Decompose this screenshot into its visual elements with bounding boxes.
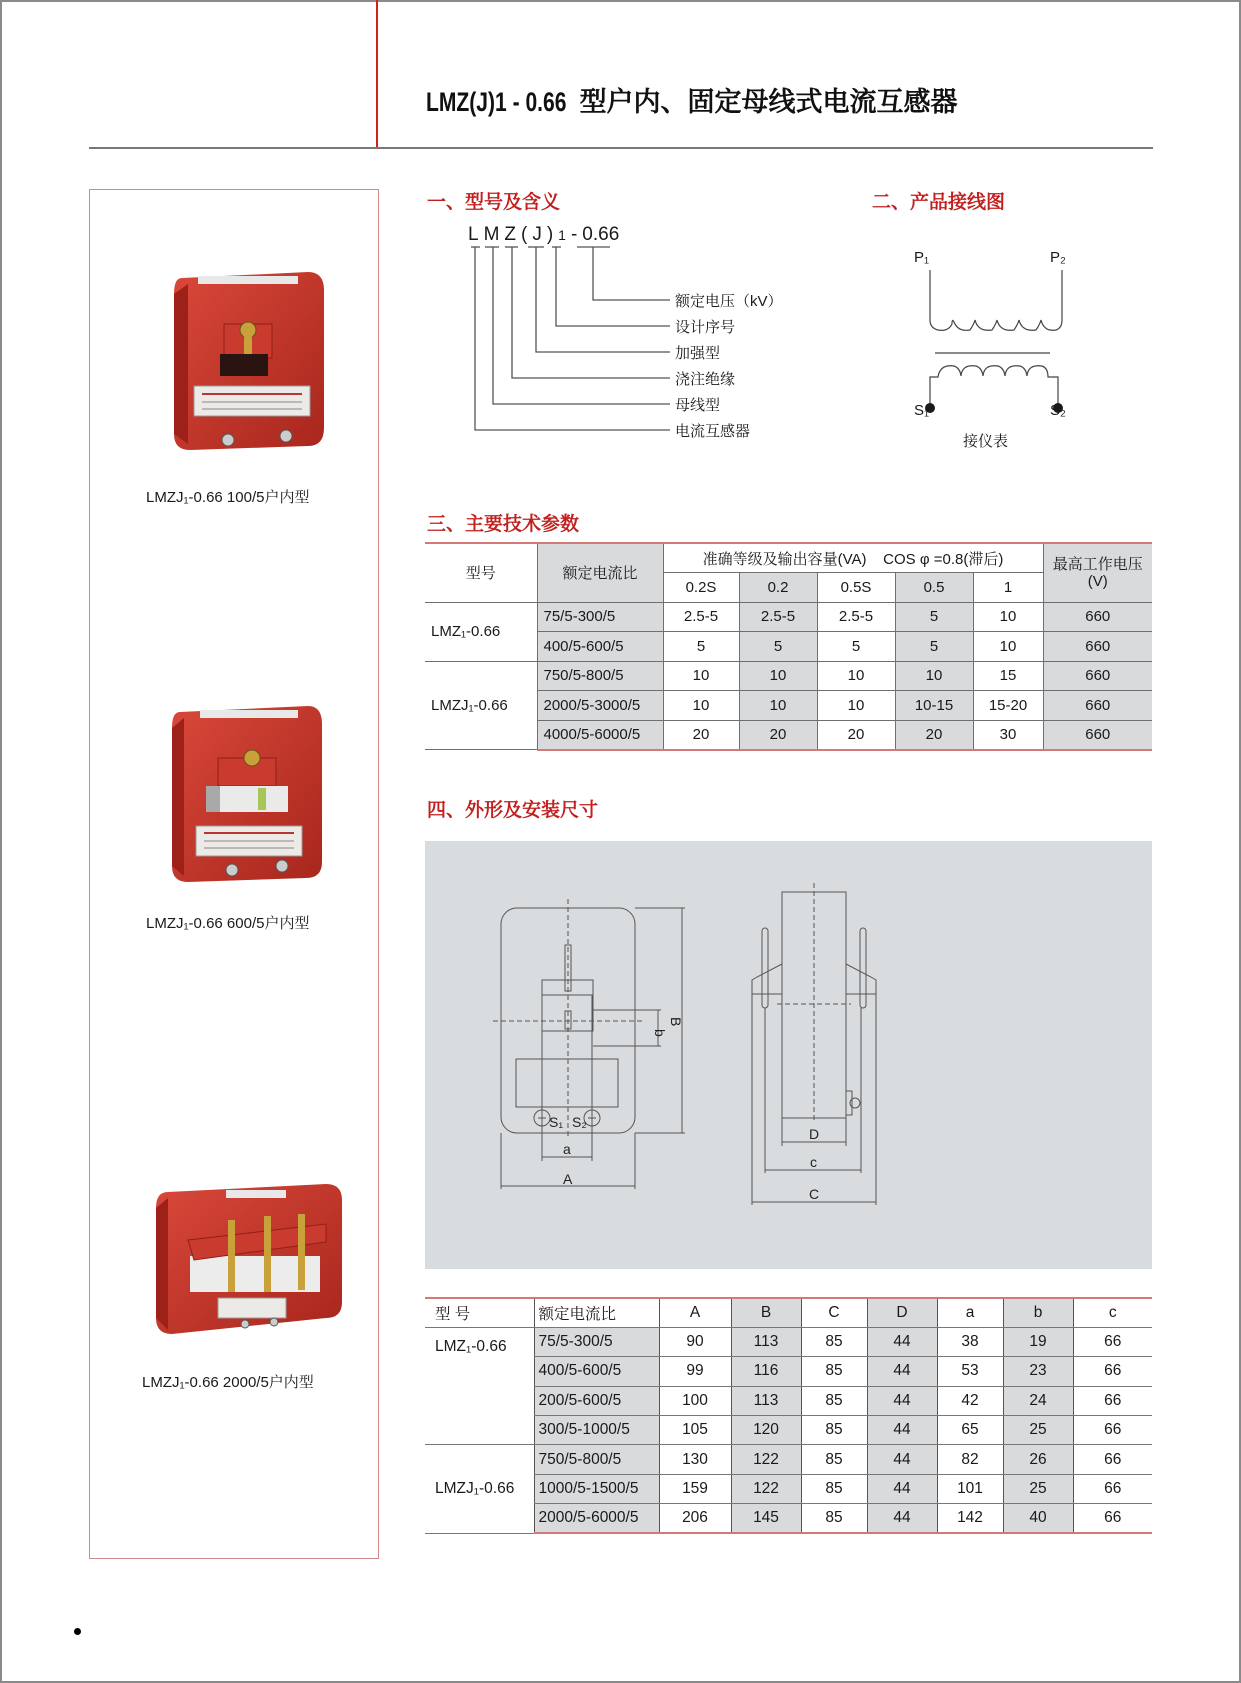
value-cell: 5 <box>895 602 973 632</box>
value-cell: 10 <box>817 661 895 691</box>
value-cell: 42 <box>937 1386 1003 1415</box>
value-cell: 99 <box>659 1357 731 1386</box>
ratio-cell: 2000/5-3000/5 <box>537 691 663 721</box>
product-photo-600-5 <box>166 700 328 890</box>
label-s2: S₂ <box>1050 402 1066 419</box>
dimension-drawing <box>425 841 1152 1269</box>
value-cell: 10-15 <box>895 691 973 721</box>
tech-params-table <box>425 542 1152 751</box>
wiring-caption: 接仪表 <box>963 433 1009 450</box>
value-cell: 30 <box>973 720 1043 750</box>
header-accuracy-group: 准确等级及输出容量(VA) COS φ =0.8(滞后) <box>663 543 1043 573</box>
header-cell: D <box>867 1298 937 1327</box>
value-cell: 10 <box>895 661 973 691</box>
table-row <box>425 602 1152 632</box>
value-cell: 65 <box>937 1416 1003 1445</box>
value-cell: 2.5-5 <box>663 602 739 632</box>
value-cell: 20 <box>817 720 895 750</box>
value-cell: 85 <box>801 1445 867 1474</box>
drawing-label-s2: S₂ <box>572 1114 587 1130</box>
value-cell: 122 <box>731 1474 801 1503</box>
value-cell: 5 <box>739 632 817 662</box>
value-cell: 66 <box>1073 1445 1152 1474</box>
dimension-drawing-panel <box>425 841 1152 1269</box>
header-cell: C <box>801 1298 867 1327</box>
ratio-cell: 750/5-800/5 <box>537 661 663 691</box>
value-cell: 85 <box>801 1474 867 1503</box>
code-letter: M <box>483 224 505 245</box>
section-heading-dimensions: 四、外形及安装尺寸 <box>427 799 599 821</box>
drawing-label-C: C <box>809 1186 820 1202</box>
value-cell: 2.5-5 <box>739 602 817 632</box>
value-cell: 38 <box>937 1327 1003 1356</box>
value-cell: 44 <box>867 1386 937 1415</box>
table-row <box>425 1327 1152 1356</box>
model-code-leader-lines <box>460 245 680 445</box>
header-cell: b <box>1003 1298 1073 1327</box>
header-cell: 额定电流比 <box>534 1298 659 1327</box>
voltage-cell: 660 <box>1043 602 1152 632</box>
value-cell: 15 <box>973 661 1043 691</box>
value-cell: 10 <box>663 661 739 691</box>
value-cell: 10 <box>817 691 895 721</box>
value-cell: 100 <box>659 1386 731 1415</box>
product-caption: LMZJ₁-0.66 600/5户内型 <box>146 915 310 932</box>
ratio-cell: 750/5-800/5 <box>534 1445 659 1474</box>
value-cell: 10 <box>739 661 817 691</box>
value-cell: 10 <box>973 632 1043 662</box>
value-cell: 82 <box>937 1445 1003 1474</box>
label-p1: P₁ <box>914 249 930 266</box>
value-cell: 25 <box>1003 1474 1073 1503</box>
section-heading-model-meaning: 一、型号及含义 <box>427 191 561 213</box>
drawing-label-s1: S₁ <box>549 1114 564 1130</box>
wiring-diagram <box>900 250 1080 420</box>
header-model: 型号 <box>425 543 537 602</box>
value-cell: 145 <box>731 1504 801 1533</box>
meaning-design-serial: 设计序号 <box>675 319 736 336</box>
header-cell: c <box>1073 1298 1152 1327</box>
value-cell: 44 <box>867 1357 937 1386</box>
title-text: 型户内、固定母线式电流互感器 <box>579 87 958 117</box>
value-cell: 66 <box>1073 1357 1152 1386</box>
value-cell: 85 <box>801 1357 867 1386</box>
meaning-rated-voltage: 额定电压（kV） <box>675 293 783 310</box>
ratio-cell: 75/5-300/5 <box>534 1327 659 1356</box>
value-cell: 5 <box>895 632 973 662</box>
voltage-cell: 660 <box>1043 632 1152 662</box>
value-cell: 10 <box>973 602 1043 632</box>
code-letter: 1 <box>558 227 571 243</box>
value-cell: 85 <box>801 1504 867 1533</box>
meaning-busbar-type: 母线型 <box>675 397 721 414</box>
value-cell: 24 <box>1003 1386 1073 1415</box>
value-cell: 159 <box>659 1474 731 1503</box>
value-cell: 10 <box>739 691 817 721</box>
drawing-label-a: a <box>563 1141 571 1157</box>
footer-bullet <box>74 1628 81 1635</box>
value-cell: 85 <box>801 1386 867 1415</box>
model-cell: LMZJ₁-0.66 <box>425 1445 534 1533</box>
code-letter: 0.66 <box>582 224 620 245</box>
header-red-divider <box>376 0 378 148</box>
table-row <box>425 1416 1152 1445</box>
value-cell: 113 <box>731 1327 801 1356</box>
ratio-cell: 4000/5-6000/5 <box>537 720 663 750</box>
value-cell: 142 <box>937 1504 1003 1533</box>
value-cell: 130 <box>659 1445 731 1474</box>
value-cell: 20 <box>895 720 973 750</box>
product-photo-2000-5 <box>148 1178 346 1338</box>
code-letter: Z <box>504 224 522 245</box>
value-cell: 66 <box>1073 1504 1152 1533</box>
meaning-cast-insulation: 浇注绝缘 <box>675 371 736 388</box>
header-rule <box>89 147 1153 149</box>
header-ratio: 额定电流比 <box>537 543 663 602</box>
header-cell: B <box>731 1298 801 1327</box>
value-cell: 10 <box>663 691 739 721</box>
table-row <box>425 1445 1152 1474</box>
header-cell: A <box>659 1298 731 1327</box>
voltage-cell: 660 <box>1043 661 1152 691</box>
document-title <box>426 80 958 119</box>
value-cell: 66 <box>1073 1416 1152 1445</box>
title-model: LMZ(J)1 - 0.66 <box>426 87 567 117</box>
value-cell: 19 <box>1003 1327 1073 1356</box>
code-letter: - <box>570 224 583 245</box>
ratio-cell: 300/5-1000/5 <box>534 1416 659 1445</box>
header-class: 1 <box>973 573 1043 603</box>
model-cell: LMZ₁-0.66 <box>425 1327 534 1445</box>
code-letter: L <box>468 224 484 245</box>
value-cell: 90 <box>659 1327 731 1356</box>
value-cell: 20 <box>663 720 739 750</box>
model-code <box>468 224 619 246</box>
value-cell: 44 <box>867 1504 937 1533</box>
drawing-label-c: c <box>810 1154 817 1170</box>
header-class: 0.2 <box>739 573 817 603</box>
value-cell: 5 <box>663 632 739 662</box>
value-cell: 25 <box>1003 1416 1073 1445</box>
value-cell: 85 <box>801 1416 867 1445</box>
value-cell: 44 <box>867 1445 937 1474</box>
header-max-voltage: 最高工作电压(V) <box>1043 543 1152 602</box>
header-class: 0.2S <box>663 573 739 603</box>
value-cell: 120 <box>731 1416 801 1445</box>
header-cell: 型 号 <box>425 1298 534 1327</box>
value-cell: 53 <box>937 1357 1003 1386</box>
meaning-reinforced: 加强型 <box>675 345 721 362</box>
ratio-cell: 1000/5-1500/5 <box>534 1474 659 1503</box>
value-cell: 206 <box>659 1504 731 1533</box>
product-caption: LMZJ₁-0.66 100/5户内型 <box>146 489 310 506</box>
label-s1: S₁ <box>914 402 930 419</box>
table-row <box>425 1474 1152 1503</box>
label-p2: P₂ <box>1050 249 1066 266</box>
product-caption: LMZJ₁-0.66 2000/5户内型 <box>142 1374 314 1391</box>
value-cell: 40 <box>1003 1504 1073 1533</box>
value-cell: 116 <box>731 1357 801 1386</box>
meaning-current-transformer: 电流互感器 <box>675 423 751 440</box>
value-cell: 44 <box>867 1416 937 1445</box>
ratio-cell: 400/5-600/5 <box>537 632 663 662</box>
table-row <box>425 1386 1152 1415</box>
table-header-row <box>425 1298 1152 1327</box>
ratio-cell: 200/5-600/5 <box>534 1386 659 1415</box>
header-cell: a <box>937 1298 1003 1327</box>
value-cell: 122 <box>731 1445 801 1474</box>
header-class: 0.5 <box>895 573 973 603</box>
model-cell: LMZ₁-0.66 <box>425 602 537 661</box>
table-row <box>425 1504 1152 1533</box>
value-cell: 15-20 <box>973 691 1043 721</box>
section-heading-tech-params: 三、主要技术参数 <box>427 513 580 535</box>
voltage-cell: 660 <box>1043 691 1152 721</box>
drawing-label-A: A <box>563 1171 573 1187</box>
ratio-cell: 2000/5-6000/5 <box>534 1504 659 1533</box>
value-cell: 66 <box>1073 1474 1152 1503</box>
value-cell: 5 <box>817 632 895 662</box>
voltage-cell: 660 <box>1043 720 1152 750</box>
value-cell: 26 <box>1003 1445 1073 1474</box>
value-cell: 113 <box>731 1386 801 1415</box>
model-cell: LMZJ₁-0.66 <box>425 661 537 750</box>
section-heading-wiring: 二、产品接线图 <box>872 191 1006 213</box>
value-cell: 85 <box>801 1327 867 1356</box>
value-cell: 66 <box>1073 1327 1152 1356</box>
value-cell: 44 <box>867 1327 937 1356</box>
ratio-cell: 400/5-600/5 <box>534 1357 659 1386</box>
header-class: 0.5S <box>817 573 895 603</box>
value-cell: 44 <box>867 1474 937 1503</box>
value-cell: 2.5-5 <box>817 602 895 632</box>
drawing-label-B: B <box>668 1017 684 1027</box>
drawing-label-D: D <box>809 1126 820 1142</box>
product-photo-100-5 <box>168 268 328 463</box>
value-cell: 105 <box>659 1416 731 1445</box>
code-letter: (J) <box>521 224 559 245</box>
value-cell: 66 <box>1073 1386 1152 1415</box>
dimension-table <box>425 1297 1152 1534</box>
table-row <box>425 1357 1152 1386</box>
value-cell: 23 <box>1003 1357 1073 1386</box>
table-row <box>425 661 1152 691</box>
value-cell: 20 <box>739 720 817 750</box>
value-cell: 101 <box>937 1474 1003 1503</box>
drawing-label-b: b <box>652 1029 668 1037</box>
ratio-cell: 75/5-300/5 <box>537 602 663 632</box>
